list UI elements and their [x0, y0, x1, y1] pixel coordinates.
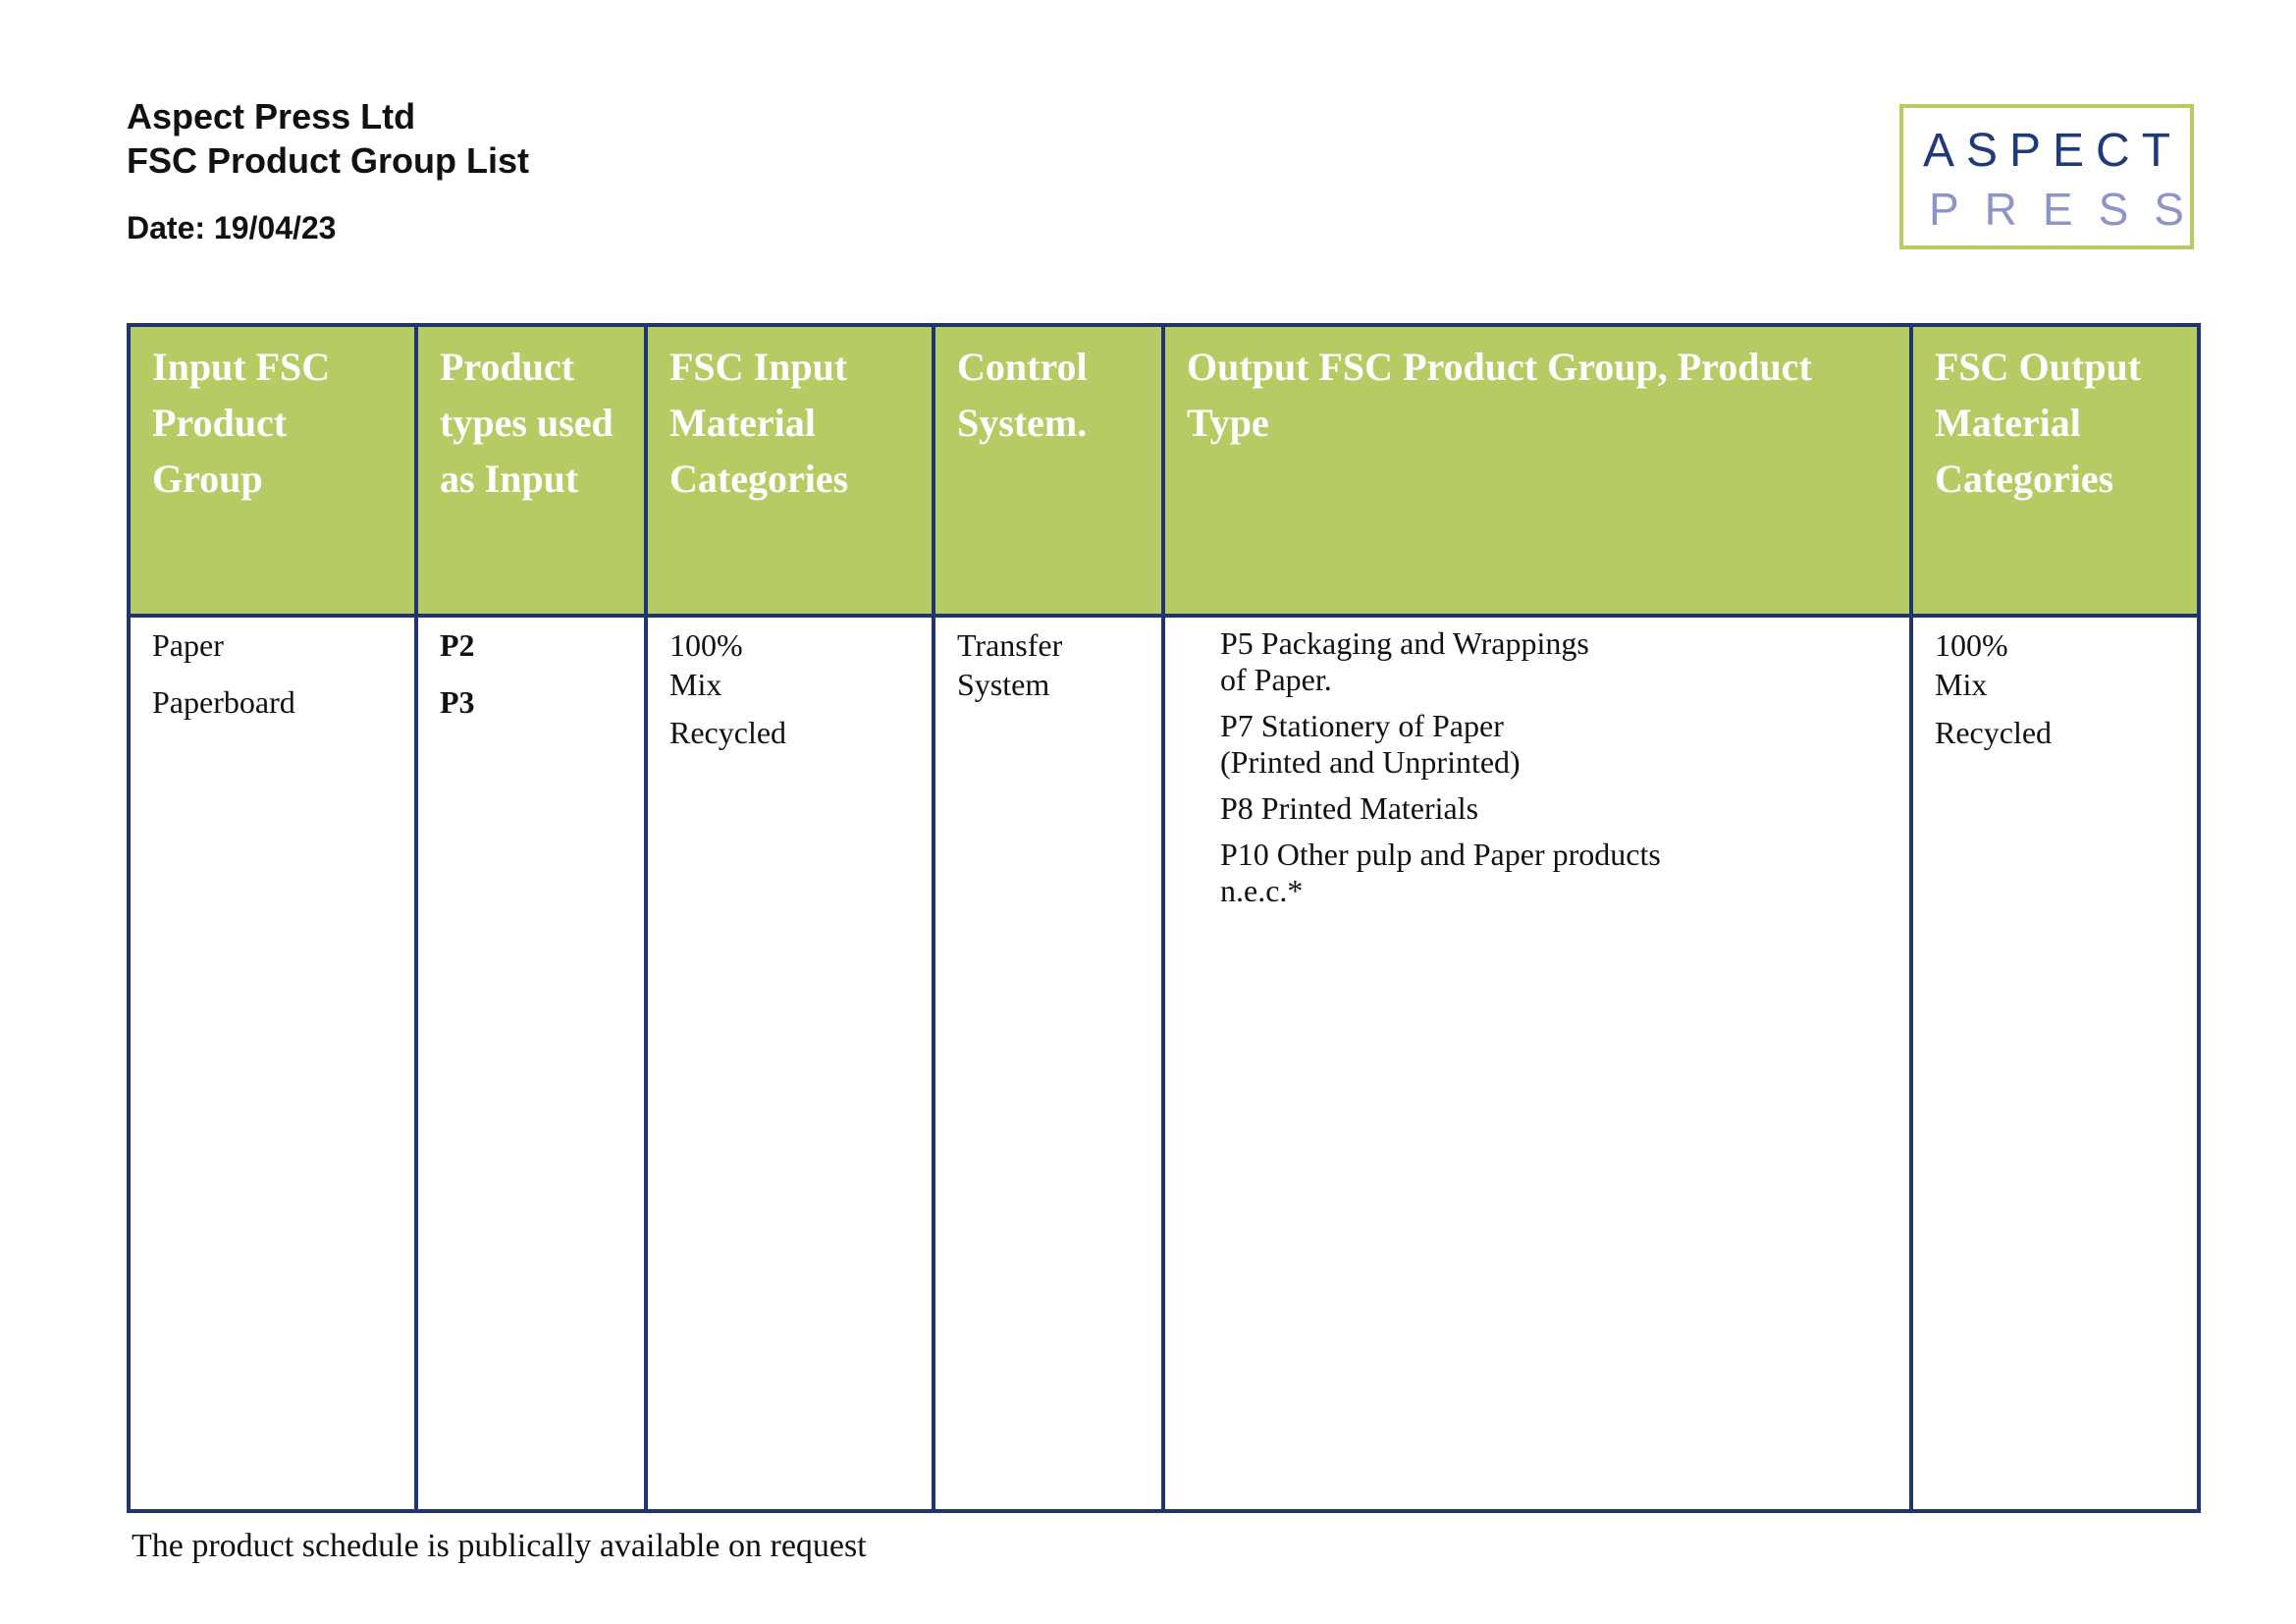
product-type-p3: P3 — [440, 684, 475, 720]
input-group-paperboard: Paperboard — [152, 684, 295, 720]
input-category: Mix — [669, 667, 722, 702]
product-group-table — [127, 323, 2201, 1513]
output-group-line: P5 Packaging and Wrappings — [1220, 625, 1589, 661]
output-group-line: n.e.c.* — [1220, 873, 1304, 908]
output-group-line: P10 Other pulp and Paper products — [1220, 837, 1661, 872]
cell-input-categories — [646, 616, 934, 1511]
document-title: FSC Product Group List — [127, 140, 529, 181]
table-row — [129, 616, 2199, 1511]
output-group-p7 — [1220, 708, 1890, 781]
header-output-product-group: Output FSC Product Group, Product Type — [1163, 325, 1911, 616]
logo-line-2: PRESS — [1929, 184, 2210, 235]
cell-product-types — [416, 616, 646, 1511]
control-system-line: System — [957, 667, 1050, 702]
product-type-p2: P2 — [440, 627, 475, 663]
control-system-line: Transfer — [957, 627, 1063, 663]
document-header — [127, 94, 529, 246]
aspect-press-logo — [1899, 104, 2210, 249]
document-date: Date: 19/04/23 — [127, 210, 337, 245]
footnote: The product schedule is publically available on request — [132, 1528, 867, 1564]
input-group-paper: Paper — [152, 627, 224, 663]
output-group-line: of Paper. — [1220, 662, 1332, 697]
output-group-p8 — [1220, 790, 1890, 827]
cell-output-groups — [1163, 616, 1911, 1511]
output-group-p5 — [1220, 625, 1890, 698]
company-name: Aspect Press Ltd — [127, 96, 416, 136]
logo-line-1: ASPECT — [1922, 125, 2183, 177]
cell-control-system — [934, 616, 1163, 1511]
cell-input-groups — [129, 616, 416, 1511]
input-category: Recycled — [669, 715, 787, 750]
header-input-material-categories: FSC Input Material Categories — [646, 325, 934, 616]
output-group-line: P8 Printed Materials — [1220, 790, 1479, 826]
output-group-p10 — [1220, 837, 1890, 909]
header-output-material-categories: FSC Output Material Categories — [1911, 325, 2199, 616]
cell-output-categories — [1911, 616, 2199, 1511]
output-group-line: P7 Stationery of Paper — [1220, 708, 1504, 743]
header-product-types: Product types used as Input — [416, 325, 646, 616]
table-header-row — [129, 325, 2199, 616]
output-category: 100% — [1935, 627, 2008, 663]
header-input-product-group: Input FSC Product Group — [129, 325, 416, 616]
input-category: 100% — [669, 627, 743, 663]
output-category: Recycled — [1935, 715, 2053, 750]
header-control-system: Control System. — [934, 325, 1163, 616]
output-group-line: (Printed and Unprinted) — [1220, 744, 1521, 780]
output-category: Mix — [1935, 667, 1988, 702]
